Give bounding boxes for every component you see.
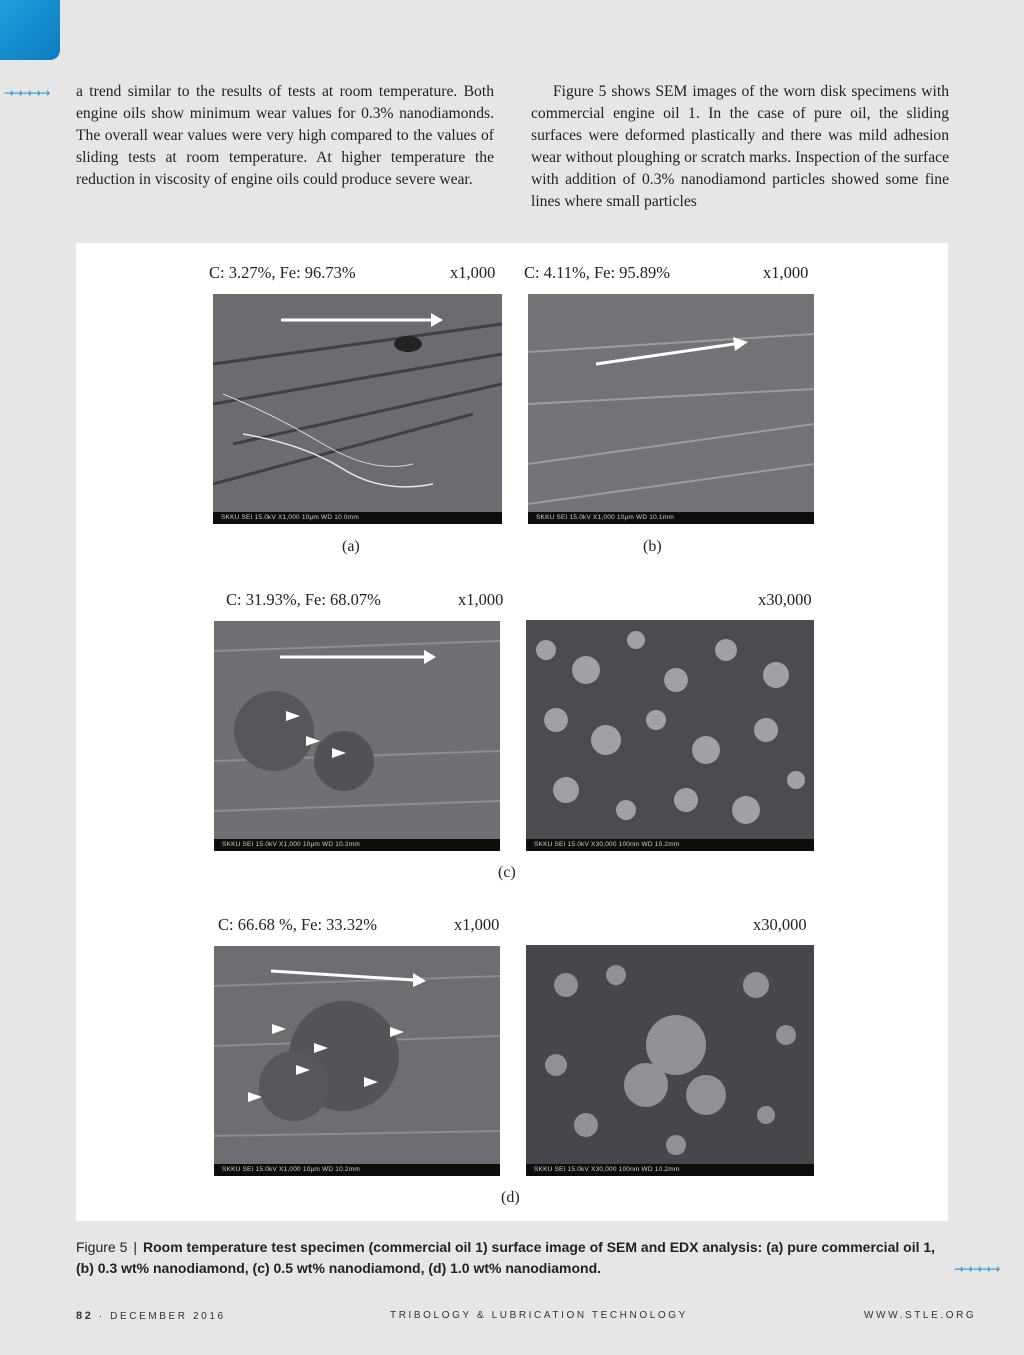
subfig-label-a: (a) [342, 538, 360, 555]
figure-caption [76, 1237, 952, 1279]
issue-date: DECEMBER 2016 [110, 1311, 226, 1322]
sem-info-bar: SKKU SEI 15.0kV X1,000 10μm WD 10.0mm [213, 512, 502, 524]
subfig-label-c: (c) [498, 864, 516, 881]
left-paragraph: a trend similar to the results of tests at room temperature. Both engine oils show minimum wear values for 0.3% nanodiamonds. The overall wear values were very high compared to the values of sliding tests at room temperature. At higher temperature the reduction in viscosity of engine oils could produce severe wear. [76, 83, 494, 188]
sem-image-c-low [214, 621, 500, 851]
footer-page-info [76, 1310, 226, 1322]
edx-label-c: C: 31.93%, Fe: 68.07% [226, 590, 381, 609]
left-text-column [76, 81, 494, 191]
subfig-label-d: (d) [501, 1189, 520, 1206]
edx-label-d: C: 66.68 %, Fe: 33.32% [218, 915, 378, 934]
subfig-label-b: (b) [643, 538, 662, 555]
caption-text: Room temperature test specimen (commercial oil 1) surface image of SEM and EDX analysis: (a) pure commercial oil 1, (b) 0.3 wt% nanodiamond, (c) 0.5 wt% nanodiamond, (d) 1.0 wt% nanodiamond. [76, 1239, 936, 1276]
sem-info-bar: SKKU SEI 15.0kV X1,000 10μm WD 10.2mm [214, 839, 500, 851]
page-number: 82 [76, 1310, 94, 1322]
mag-label-d2: x30,000 [753, 915, 807, 934]
arrow-marker-icon: →→→→→ [4, 86, 50, 100]
sem-image-d-low [214, 946, 500, 1176]
right-text-column [531, 81, 949, 213]
mag-label-c2: x30,000 [758, 590, 812, 609]
caption-separator: | [133, 1239, 137, 1255]
journal-name: TRIBOLOGY & LUBRICATION TECHNOLOGY [390, 1310, 688, 1321]
sem-info-bar: SKKU SEI 15.0kV X30,000 100nm WD 10.2mm [526, 839, 814, 851]
corner-tab [0, 0, 60, 60]
edx-label-b: C: 4.11%, Fe: 95.89% [524, 263, 671, 282]
footer-dot: · [98, 1311, 105, 1322]
sem-image-a [213, 294, 502, 524]
sem-image-b [528, 294, 814, 524]
edx-label-a: C: 3.27%, Fe: 96.73% [209, 263, 356, 282]
arrow-marker-icon: →→→→→ [954, 1262, 1000, 1276]
mag-label-c1: x1,000 [458, 590, 504, 609]
sem-image-d-high [526, 945, 814, 1176]
website-link[interactable]: WWW.STLE.ORG [864, 1310, 977, 1321]
right-paragraph: Figure 5 shows SEM images of the worn disk specimens with commercial engine oil 1. In the case of pure oil, the sliding surfaces were deformed plastically and there was mild adhesion wear without ploughing or scratch marks. Inspection of the surface with addition of 0.3% nanodiamond particles showed some fine lines where small particles [531, 83, 949, 210]
mag-label-d1: x1,000 [454, 915, 500, 934]
sem-image-c-high [526, 620, 814, 851]
sem-info-bar: SKKU SEI 15.0kV X1,000 10μm WD 10.1mm [528, 512, 814, 524]
caption-figure-number: Figure 5 [76, 1239, 128, 1255]
sem-info-bar: SKKU SEI 15.0kV X1,000 10μm WD 10.2mm [214, 1164, 500, 1176]
mag-label-b: x1,000 [763, 263, 809, 282]
mag-label-a: x1,000 [450, 263, 496, 282]
figure-5 [76, 243, 948, 1221]
sem-info-bar: SKKU SEI 15.0kV X30,000 100nm WD 10.2mm [526, 1164, 814, 1176]
